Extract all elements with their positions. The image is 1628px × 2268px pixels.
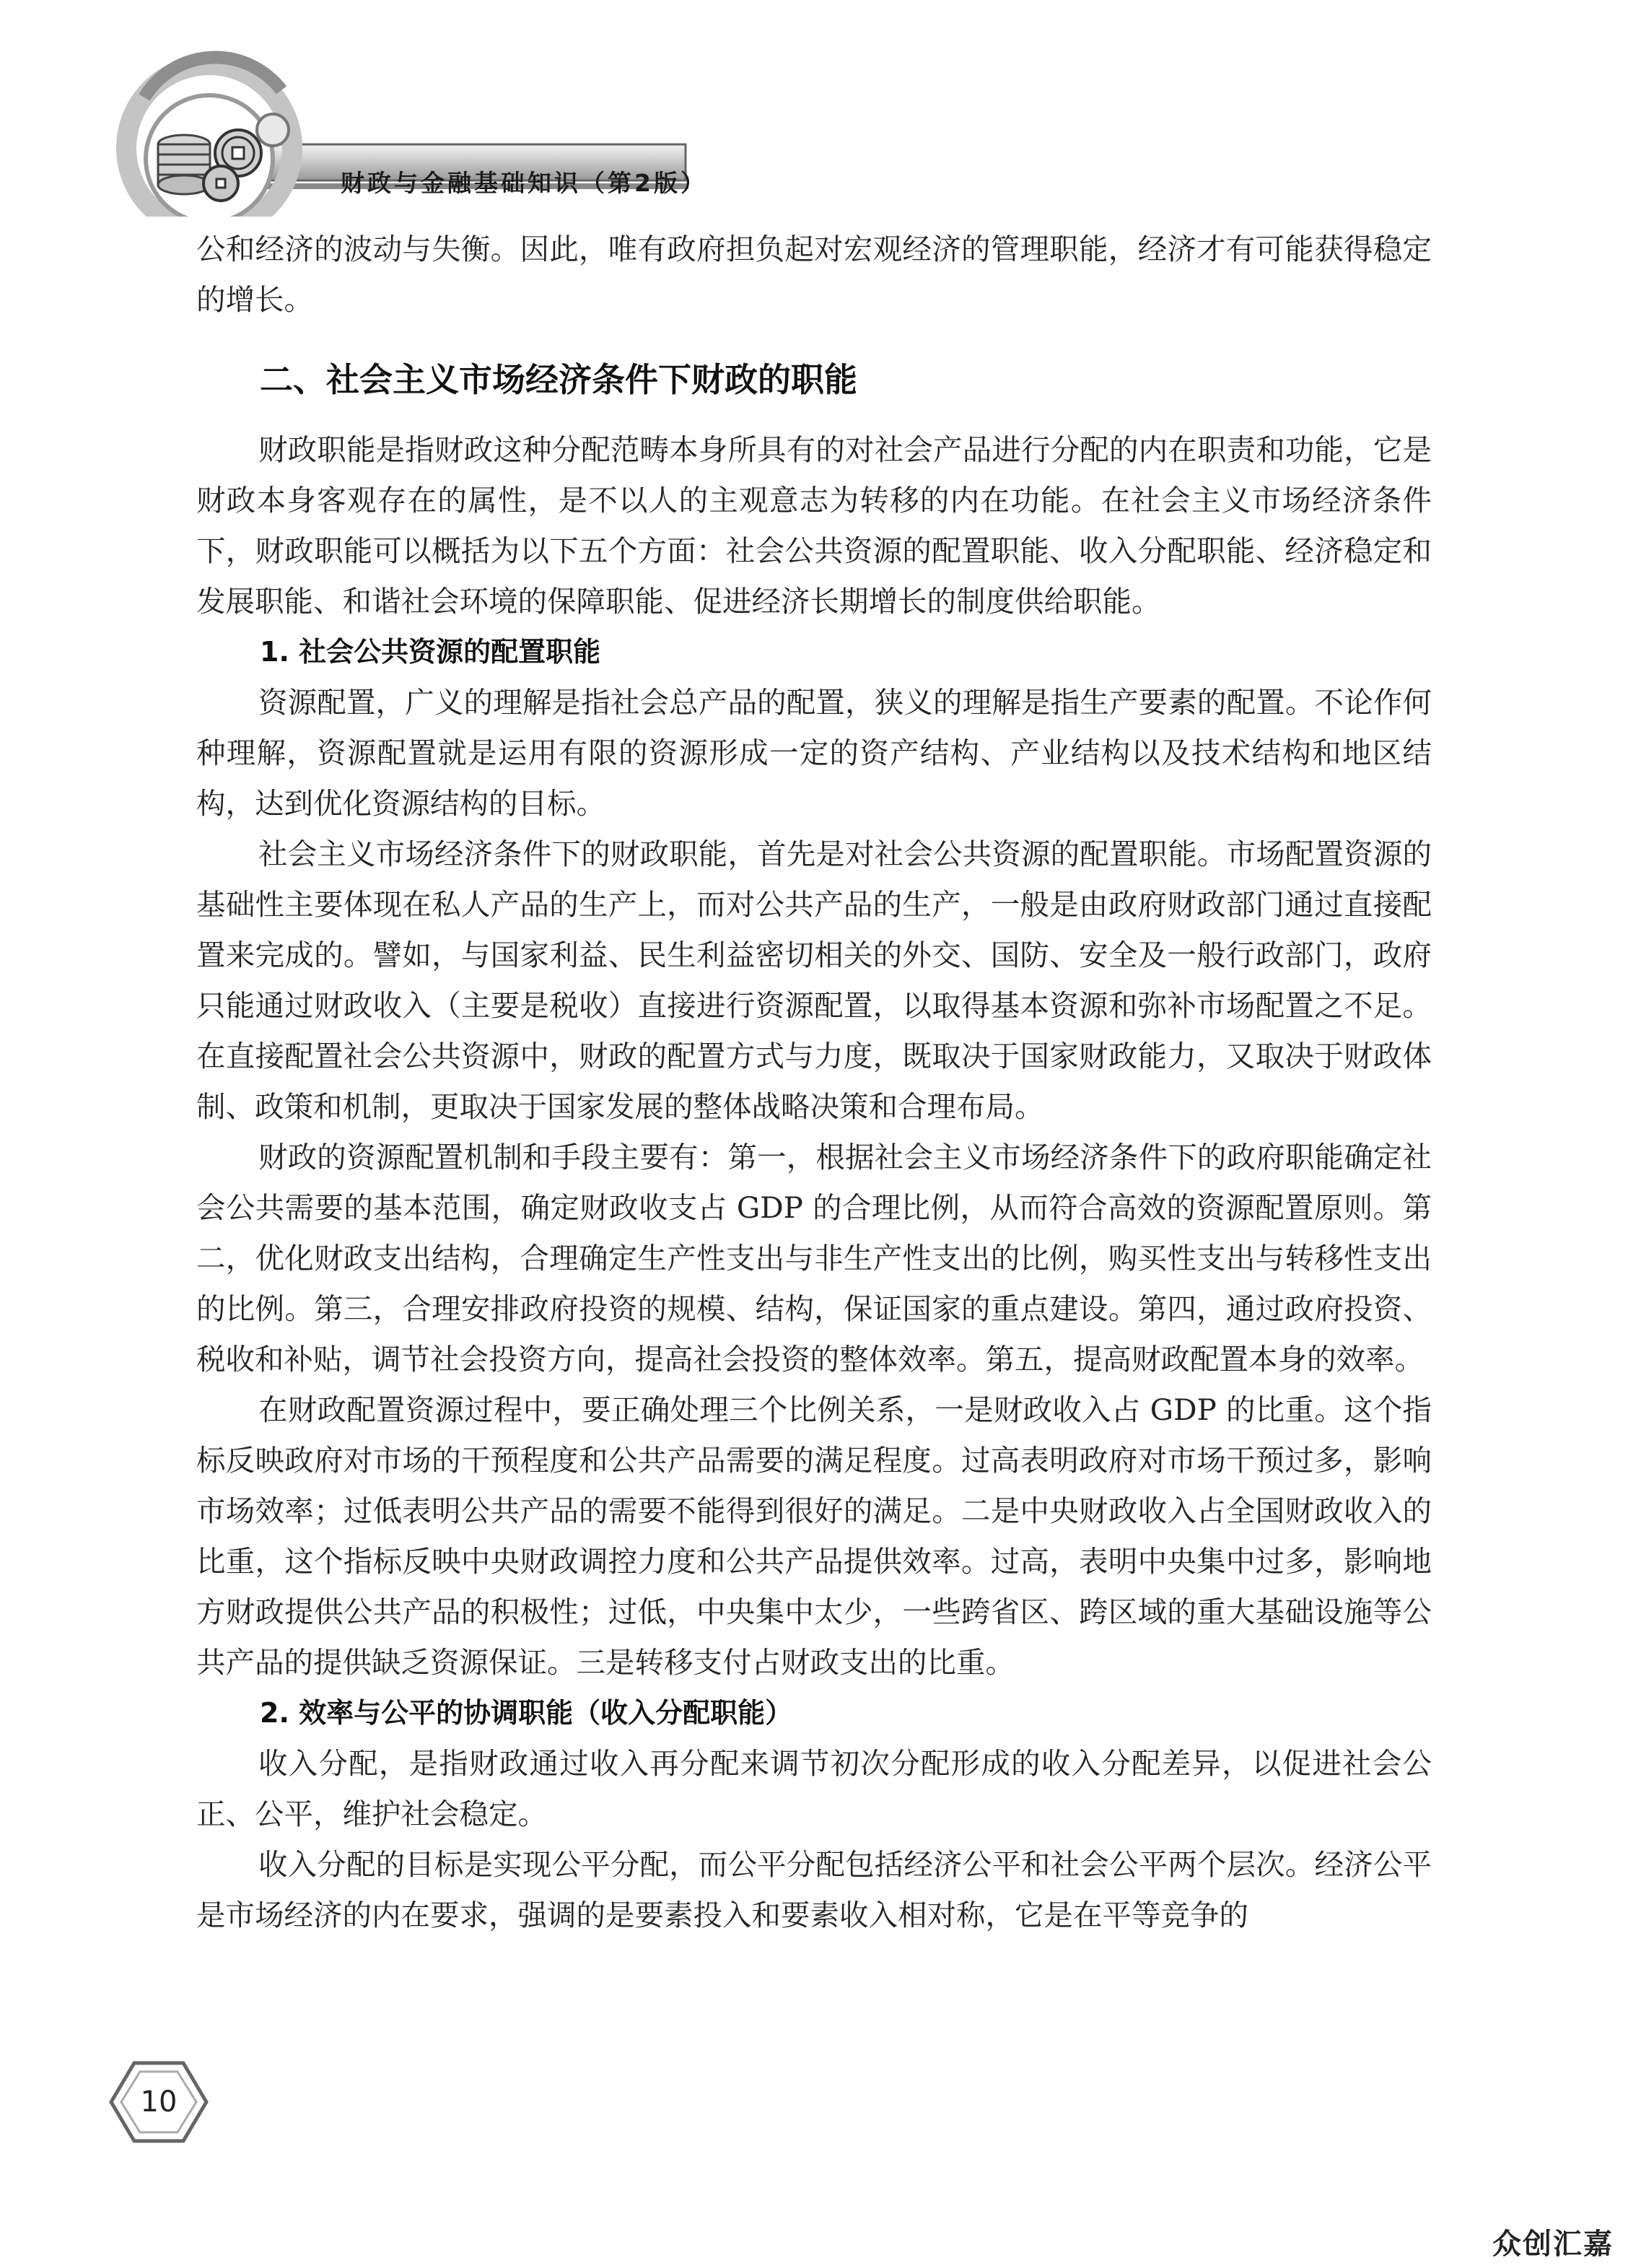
page-number: 10 <box>140 2085 178 2119</box>
page-number-badge <box>108 2059 209 2145</box>
section-paragraph: 财政职能是指财政这种分配范畴本身所具有的对社会产品进行分配的内在职责和功能，它是财政本身客观存在的属性，是不以人的主观意志为转移的内在功能。在社会主义市场经济条件下，财政职能可以概括为以下五个方面：社会公共资源的配置职能、收入分配职能、经济稳定和发展职能、和谐社会环境的保障职能、促进经济长期增长的制度供给职能。 <box>196 432 1432 619</box>
body-paragraph: 收入分配，是指财政通过收入再分配来调节初次分配形成的收入分配差异，以促进社会公正、公平，维护社会稳定。 <box>196 1746 1432 1831</box>
watermark: 众创汇嘉 <box>1492 2228 1614 2261</box>
body-paragraph: 资源配置，广义的理解是指社会总产品的配置，狭义的理解是指生产要素的配置。不论作何种理解，资源配置就是运用有限的资源形成一定的资产结构、产业结构以及技术结构和地区结构，达到优化资源结构的目标。 <box>196 685 1432 821</box>
section-heading: 二、社会主义市场经济条件下财政的职能 <box>260 360 857 399</box>
body-paragraph: 财政的资源配置机制和手段主要有：第一，根据社会主义市场经济条件下的政府职能确定社会公共需要的基本范围，确定财政收支占 GDP 的合理比例，从而符合高效的资源配置原则。第二，优化财政支出结构，合理确定生产性支出与非生产性支出的比例，购买性支出与转移性支出的比例。第三，合理安排政府投资的规模、结构，保证国家的重点建设。第四，通过政府投资、税收和补贴，调节社会投资方向，提高社会投资的整体效率。第五，提高财政配置本身的效率。 <box>196 1140 1432 1377</box>
subsection-heading-2: 2. 效率与公平的协调职能（收入分配职能） <box>260 1697 793 1729</box>
page-header <box>101 29 722 217</box>
book-title: 财政与金融基础知识（第2版） <box>341 169 707 197</box>
subsection-heading-1: 1. 社会公共资源的配置职能 <box>260 636 601 668</box>
body-paragraph: 社会主义市场经济条件下的财政职能，首先是对社会公共资源的配置职能。市场配置资源的基础性主要体现在私人产品的生产上，而对公共产品的生产，一般是由政府财政部门通过直接配置来完成的。譬如，与国家利益、民生利益密切相关的外交、国防、安全及一般行政部门，政府只能通过财政收入（主要是税收）直接进行资源配置，以取得基本资源和弥补市场配置之不足。在直接配置社会公共资源中，财政的配置方式与力度，既取决于国家财政能力，又取决于财政体制、政策和机制，更取决于国家发展的整体战略决策和合理布局。 <box>196 837 1432 1124</box>
intro-paragraph: 公和经济的波动与失衡。因此，唯有政府担负起对宏观经济的管理职能，经济才有可能获得稳定的增长。 <box>196 232 1432 317</box>
body-paragraph: 收入分配的目标是实现公平分配，而公平分配包括经济公平和社会公平两个层次。经济公平是市场经济的内在要求，强调的是要素投入和要素收入相对称，它是在平等竞争的 <box>196 1847 1432 1932</box>
page-content <box>196 224 1432 1940</box>
body-paragraph: 在财政配置资源过程中，要正确处理三个比例关系，一是财政收入占 GDP 的比重。这个指标反映政府对市场的干预程度和公共产品需要的满足程度。过高表明政府对市场干预过多，影响市场效率；过低表明公共产品的需要不能得到很好的满足。二是中央财政收入占全国财政收入的比重，这个指标反映中央财政调控力度和公共产品提供效率。过高，表明中央集中过多，影响地方财政提供公共产品的积极性；过低，中央集中太少，一些跨省区、跨区域的重大基础设施等公共产品的提供缺乏资源保证。三是转移支付占财政支出的比重。 <box>196 1392 1432 1680</box>
